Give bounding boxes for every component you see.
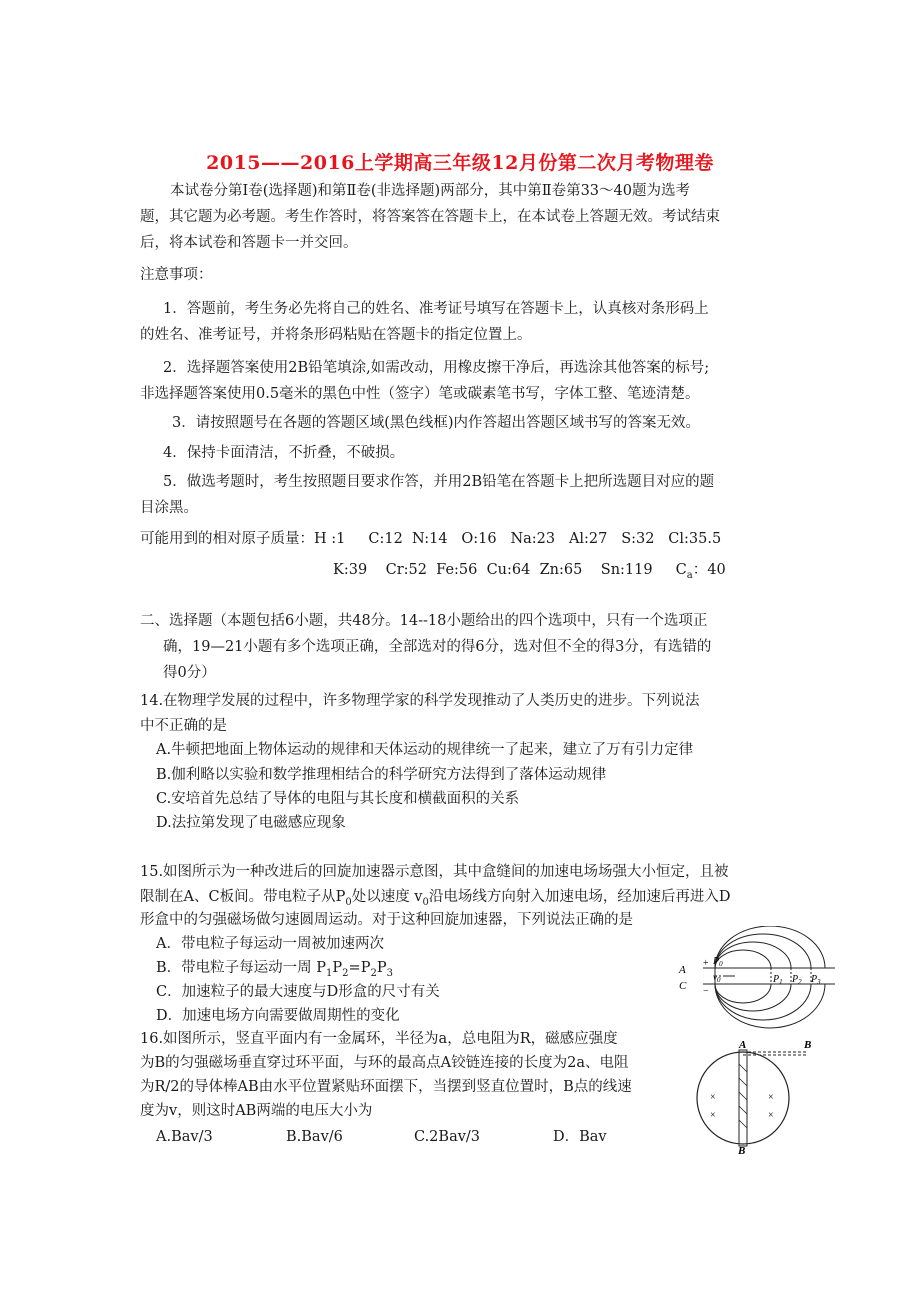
- field-mark: ×: [710, 1110, 716, 1121]
- intro-line: 后，将本试卷和答题卡一并交回。: [140, 235, 358, 251]
- question-16-stem: 为B的匀强磁场垂直穿过环平面，与环的最高点A铰链连接的长度为2a、电阻: [140, 1055, 629, 1071]
- field-mark: ×: [768, 1110, 774, 1121]
- notice-line: 1．答题前，考生务必先将自己的姓名、准考证号填写在答题卡上，认真核对条形码上: [163, 301, 709, 317]
- question-15-option-c: C．加速粒子的最大速度与D形盒的尺寸有关: [156, 984, 440, 1000]
- notice-line: 5．做选考题时，考生按照题目要求作答，并用2B铅笔在答题卡上把所选题目对应的题: [163, 474, 715, 490]
- question-15-option-b: B．带电粒子每运动一周 $P_1P_2=P_2P_3$: [156, 960, 393, 979]
- plus-label: +: [703, 958, 709, 969]
- question-14-option-a: A.牛顿把地面上物体运动的规律和天体运动的规律统一了起来，建立了万有引力定律: [156, 742, 694, 758]
- notice-line: 的姓名、准考证号，并将条形码粘贴在答题卡的指定位置上。: [140, 327, 532, 343]
- question-15-stem: 限制在A、C板间。带电粒子从$P_0$处以速度 $v_0$沿电场线方向射入加速电场，经加速后再进入D: [140, 889, 731, 908]
- question-15-option-d: D．加速电场方向需要做周期性的变化: [156, 1008, 400, 1024]
- question-15-stem: 形盒中的匀强磁场做匀速圆周运动。对于这种回旋加速器，下列说法正确的是: [140, 912, 633, 928]
- intro-line: 题，其它题为必考题。考生作答时，将答案答在答题卡上，在本试卷上答题无效。考试结束: [140, 209, 720, 225]
- field-mark: ×: [768, 1092, 774, 1103]
- point-b-bottom-label: B: [738, 1145, 746, 1154]
- minus-label: −: [703, 986, 709, 997]
- point-b-top-label: B: [804, 1039, 812, 1051]
- notice-line: 2．选择题答案使用2B铅笔填涂,如需改动，用橡皮擦干净后，再选涂其他答案的标号;: [163, 360, 710, 376]
- p0-label: $P_0$: [713, 956, 723, 968]
- section-heading-line: 得0分）: [163, 665, 216, 681]
- notice-heading: 注意事项：: [140, 267, 213, 283]
- question-16-option-a: A.Bav/3: [156, 1129, 213, 1145]
- atomic-masses-line: K:39 Cr:52 Fe:56 Cu:64 Zn:65 Sn:119 $C_a$：40: [333, 562, 726, 581]
- question-16-option-b: B.Bav/6: [286, 1129, 343, 1145]
- p3-label: $P_3$: [811, 974, 821, 986]
- question-16-stem: 为R/2的导体棒AB由水平位置紧贴环面摆下，当摆到竖直位置时，B点的线速: [140, 1079, 632, 1095]
- intro-line: 本试卷分第Ⅰ卷(选择题)和第Ⅱ卷(非选择题)两部分，其中第Ⅱ卷第33～40题为选考: [170, 183, 690, 199]
- question-14-stem: 中不正确的是: [140, 718, 227, 734]
- v0-label: $v_0$: [713, 972, 721, 984]
- section-heading: 二、选择题（本题包括6小题，共48分。14--18小题给出的四个选项中，只有一个选项正: [140, 613, 708, 629]
- metal-ring-diagram: [690, 1034, 830, 1154]
- question-14-option-b: B.伽利略以实验和数学推理相结合的科学研究方法得到了落体运动规律: [156, 767, 607, 783]
- question-14-option-c: C.安培首先总结了导体的电阻与其长度和横截面积的关系: [156, 791, 520, 807]
- notice-line: 3．请按照题号在各题的答题区域(黑色线框)内作答超出答题区域书写的答案无效。: [172, 415, 701, 431]
- atomic-masses-line: 可能用到的相对原子质量：H :1 C:12 N:14 O:16 Na:23 Al:27 S:32 Cl:35.5: [140, 531, 722, 547]
- p1-label: $P_1$: [773, 974, 783, 986]
- question-16-option-c: C.2Bav/3: [414, 1129, 481, 1145]
- question-16-stem: 度为v，则这时AB两端的电压大小为: [140, 1103, 373, 1119]
- field-mark: ×: [710, 1092, 716, 1103]
- notice-line: 目涂黑。: [140, 500, 198, 516]
- point-a-label: A: [739, 1039, 747, 1051]
- notice-line: 非选择题答案使用0.5毫米的黑色中性（签字）笔或碳素笔书写，字体工整、笔迹清楚。: [140, 386, 700, 402]
- question-15-stem: 15.如图所示为一种改进后的回旋加速器示意图，其中盒缝间的加速电场场强大小恒定，且被: [140, 864, 729, 880]
- notice-line: 4．保持卡面清洁，不折叠，不破损。: [163, 445, 405, 461]
- cyclotron-diagram: [675, 926, 840, 1036]
- question-14-option-d: D.法拉第发现了电磁感应现象: [156, 815, 346, 831]
- page-title: 2015——2016上学期高三年级12月份第二次月考物理卷: [206, 152, 714, 174]
- plate-c-label: C: [679, 980, 687, 992]
- section-heading-line: 确，19—21小题有多个选项正确，全部选对的得6分，选对但不全的得3分，有选错的: [163, 639, 712, 655]
- plate-a-label: A: [679, 964, 686, 976]
- question-16-option-d: D．Bav: [553, 1129, 607, 1145]
- question-16-stem: 16.如图所示，竖直平面内有一金属环，半径为a，总电阻为R，磁感应强度: [140, 1031, 618, 1047]
- question-15-option-a: A．带电粒子每运动一周被加速两次: [156, 936, 384, 952]
- p2-label: $P_2$: [792, 974, 802, 986]
- question-14-stem: 14.在物理学发展的过程中，许多物理学家的科学发现推动了人类历史的进步。下列说法: [140, 693, 700, 709]
